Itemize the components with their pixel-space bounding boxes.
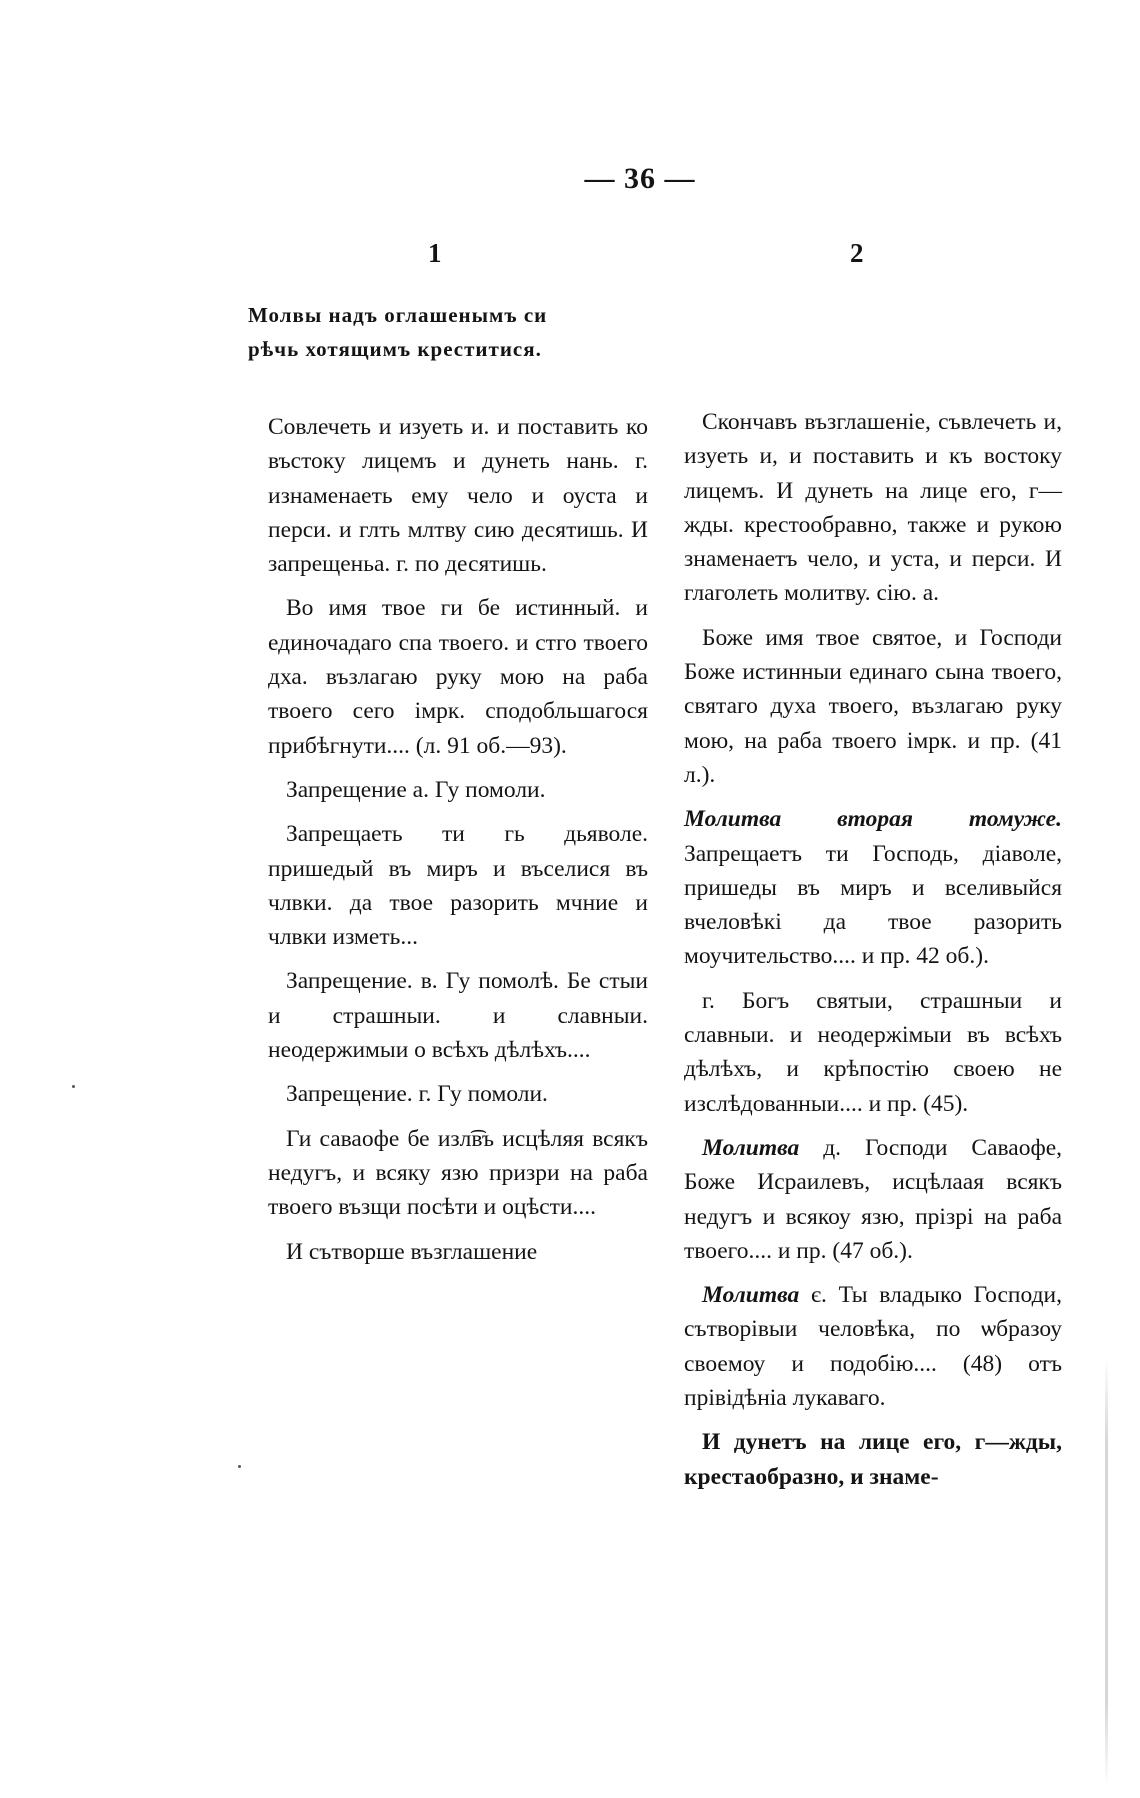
scan-speck	[238, 1465, 241, 1468]
prayer-label: Молитва	[702, 1134, 800, 1161]
heading-line-1: Молвы надъ оглашенымъ си	[248, 303, 548, 327]
right-paragraph-6	[684, 1278, 1062, 1415]
left-paragraph-2: Во имя твое ги бе истинный. и единочадаго спа твоего. и стго твоего дха. възлагаю руку мою на раба твоего сего імрк. сподобльшагося прибѣгнути.... (л. 91 об.—93).	[268, 595, 648, 759]
prayer-text: Запрещаетъ ти Господь, діаволе, пришеды въ миръ и вселивыйся вчеловѣкі да твое разорить моучительство.... и пр. 42 об.).	[684, 840, 1062, 970]
left-paragraph-3: Запрещение а. Гу помоли.	[286, 776, 546, 803]
prayer-text: д. Господи Саваофе, Боже Исраилевъ, исцѣлаая всякъ недугъ и всякоу язю, прізрі на раба твоего.... и пр. (47 об.).	[684, 1134, 1062, 1264]
left-paragraph-7: Ги саваофе бе изл͡въ исцѣляя всякъ недугъ, и всяку язю призри на раба твоего възщи посѣти и оцѣсти....	[268, 1125, 648, 1221]
right-paragraph-1: Скончавъ възглашеніе, съвлечеть и, изуеть и, и поставить и къ востоку лицемъ. И дунеть на лице его, г—жды. крестообравно, также и рукою знаменаетъ чело, и уста, и перси. И глаголеть молитву. сію. а.	[684, 409, 1062, 607]
right-paragraph-7: И дунетъ на лице его, г—жды, крестаобразно, и знаме-	[684, 1429, 1062, 1490]
right-paragraph-4: г. Богъ святыи, страшныи и славныи. и неодержімыи въ всѣхъ дѣлѣхъ, и крѣпостію своею не изслѣдованныи.... и пр. (45).	[684, 987, 1062, 1117]
scan-margin-mark	[1105, 1358, 1108, 1788]
left-column-number: 1	[428, 238, 442, 268]
left-paragraph-4: Запрещаеть ти гь дьяволе. пришедый въ миръ и въселися въ члвки. да твое разорить мчние и члвки изметь...	[268, 821, 648, 951]
right-column-number: 2	[850, 238, 864, 268]
prayer-label: Молитва	[702, 1282, 800, 1309]
prayer-text: є. Ты владыко Господи, сътворівыи человѣка, по ѡбразоу своемоу и подобію.... (48) отъ прівідѣніа лукаваго.	[684, 1282, 1062, 1412]
right-column	[684, 405, 1062, 1494]
left-column-heading	[248, 298, 648, 366]
left-paragraph-1: Совлечеть и изуеть и. и поставить ко въстоку лицемъ и дунеть нань. г. изнаменаеть ему чело и оуста и перси. и глть млтву сию десятишь. И запрещеньа. г. по десятишь.	[268, 414, 648, 578]
left-paragraph-6: Запрещение. г. Гу помоли.	[286, 1081, 548, 1108]
heading-line-2: рѣчь хотящимъ креститися.	[248, 337, 542, 361]
right-paragraph-2: Боже имя твое святое, и Господи Боже истинныи единаго сына твоего, святаго духа твоего, възлагаю руку мою, на раба твоего імрк. и пр. (41 л.).	[684, 624, 1062, 788]
right-paragraph-3	[684, 802, 1062, 973]
left-column	[268, 410, 648, 1269]
prayer-label: Молитва вторая томуже.	[684, 806, 1062, 833]
scan-speck	[72, 1085, 75, 1088]
left-paragraph-8: И сътворше възглашение	[286, 1238, 538, 1265]
page-number: — 36 —	[584, 162, 696, 195]
left-paragraph-5: Запрещение. в. Гу помолѣ. Бе стыи и страшныи. и славныи. неодержимыи о всѣхъ дѣлѣхъ....	[268, 968, 648, 1064]
right-paragraph-5	[684, 1131, 1062, 1268]
